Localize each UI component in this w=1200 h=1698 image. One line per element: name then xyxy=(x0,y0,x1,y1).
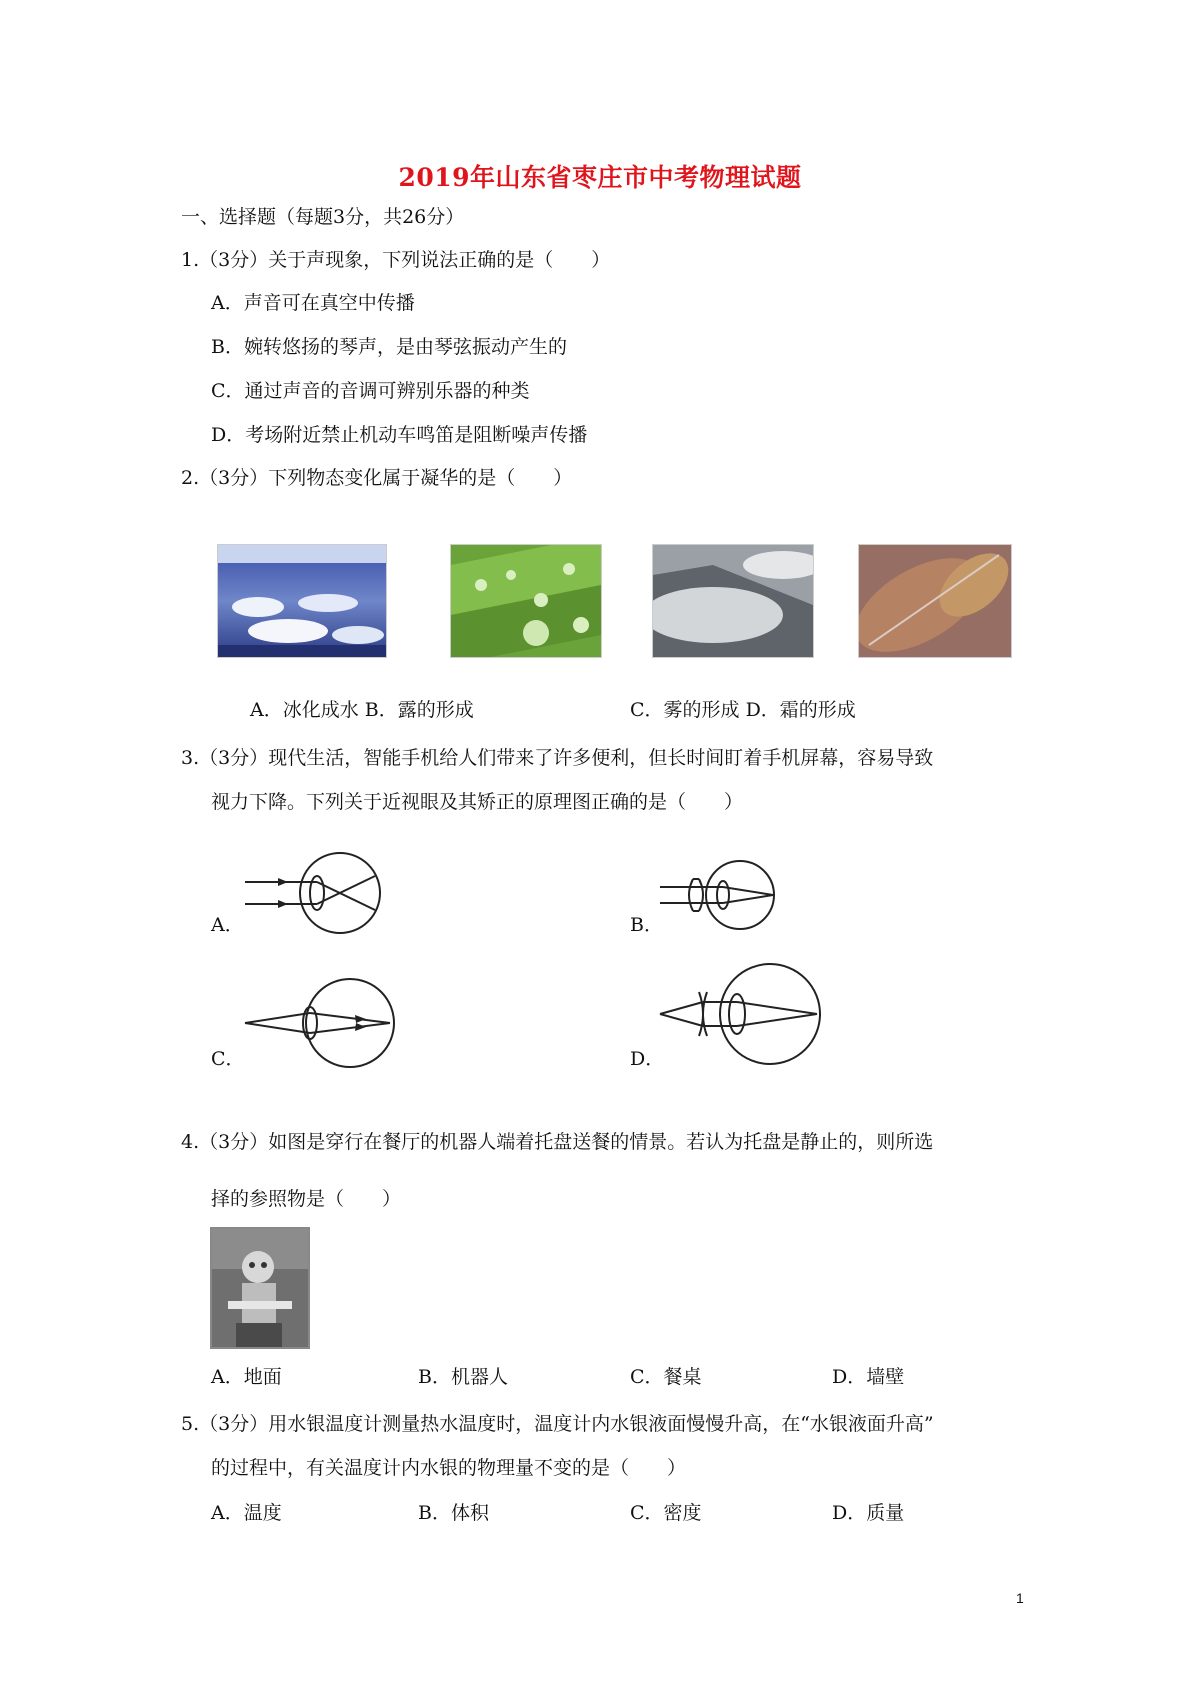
eye-diagram-a xyxy=(240,848,400,938)
question-2-options-cd: C．雾的形成 D．霜的形成 xyxy=(630,699,856,721)
eye-diagram-d xyxy=(655,960,825,1068)
page-number: 1 xyxy=(1016,1590,1024,1606)
question-1-stem: 1.（3分）关于声现象，下列说法正确的是（ ） xyxy=(181,249,611,271)
question-5-option-a: A．温度 xyxy=(211,1502,282,1524)
eye-diagram-b xyxy=(655,855,785,935)
diagram-a-label: A． xyxy=(211,914,244,936)
restaurant-robot-photo xyxy=(210,1227,310,1349)
question-5-option-b: B．体积 xyxy=(418,1502,489,1524)
diagram-b-label: B． xyxy=(630,914,663,936)
question-1-option-c: C．通过声音的音调可辨别乐器的种类 xyxy=(211,380,530,402)
section-heading: 一、选择题（每题3分，共26分） xyxy=(181,206,465,228)
dew-drops-photo xyxy=(450,544,602,658)
question-5-option-d: D．质量 xyxy=(832,1502,905,1524)
page-title: 2019年山东省枣庄市中考物理试题 xyxy=(398,163,802,192)
question-4-option-c: C．餐桌 xyxy=(630,1366,702,1388)
question-2-stem: 2.（3分）下列物态变化属于凝华的是（ ） xyxy=(181,467,573,489)
question-5-stem-line-2: 的过程中，有关温度计内水银的物理量不变的是（ ） xyxy=(211,1457,687,1479)
question-4-stem-line-1: 4.（3分）如图是穿行在餐厅的机器人端着托盘送餐的情景。若认为托盘是静止的，则所选 xyxy=(181,1131,934,1153)
question-1-option-d: D．考场附近禁止机动车鸣笛是阻断噪声传播 xyxy=(211,424,588,446)
question-3-stem-line-1: 3.（3分）现代生活，智能手机给人们带来了许多便利，但长时间盯着手机屏幕，容易导致 xyxy=(181,747,934,769)
question-5-option-c: C．密度 xyxy=(630,1502,702,1524)
question-5-stem-line-1: 5.（3分）用水银温度计测量热水温度时，温度计内水银液面慢慢升高，在“水银液面升高” xyxy=(181,1413,934,1435)
question-4-option-a: A．地面 xyxy=(211,1366,282,1388)
question-4-stem-line-2: 择的参照物是（ ） xyxy=(211,1188,402,1210)
diagram-d-label: D． xyxy=(630,1048,665,1070)
fog-photo xyxy=(652,544,814,658)
question-1-option-a: A．声音可在真空中传播 xyxy=(211,292,415,314)
frost-photo xyxy=(858,544,1012,658)
question-3-stem-line-2: 视力下降。下列关于近视眼及其矫正的原理图正确的是（ ） xyxy=(211,791,744,813)
diagram-c-label: C． xyxy=(211,1048,245,1070)
eye-diagram-c xyxy=(240,975,400,1071)
question-4-option-b: B．机器人 xyxy=(418,1366,508,1388)
question-1-option-b: B．婉转悠扬的琴声，是由琴弦振动产生的 xyxy=(211,336,567,358)
ice-melting-photo xyxy=(217,544,387,658)
question-2-options-ab: A．冰化成水 B．露的形成 xyxy=(250,699,474,721)
question-4-option-d: D．墙壁 xyxy=(832,1366,905,1388)
